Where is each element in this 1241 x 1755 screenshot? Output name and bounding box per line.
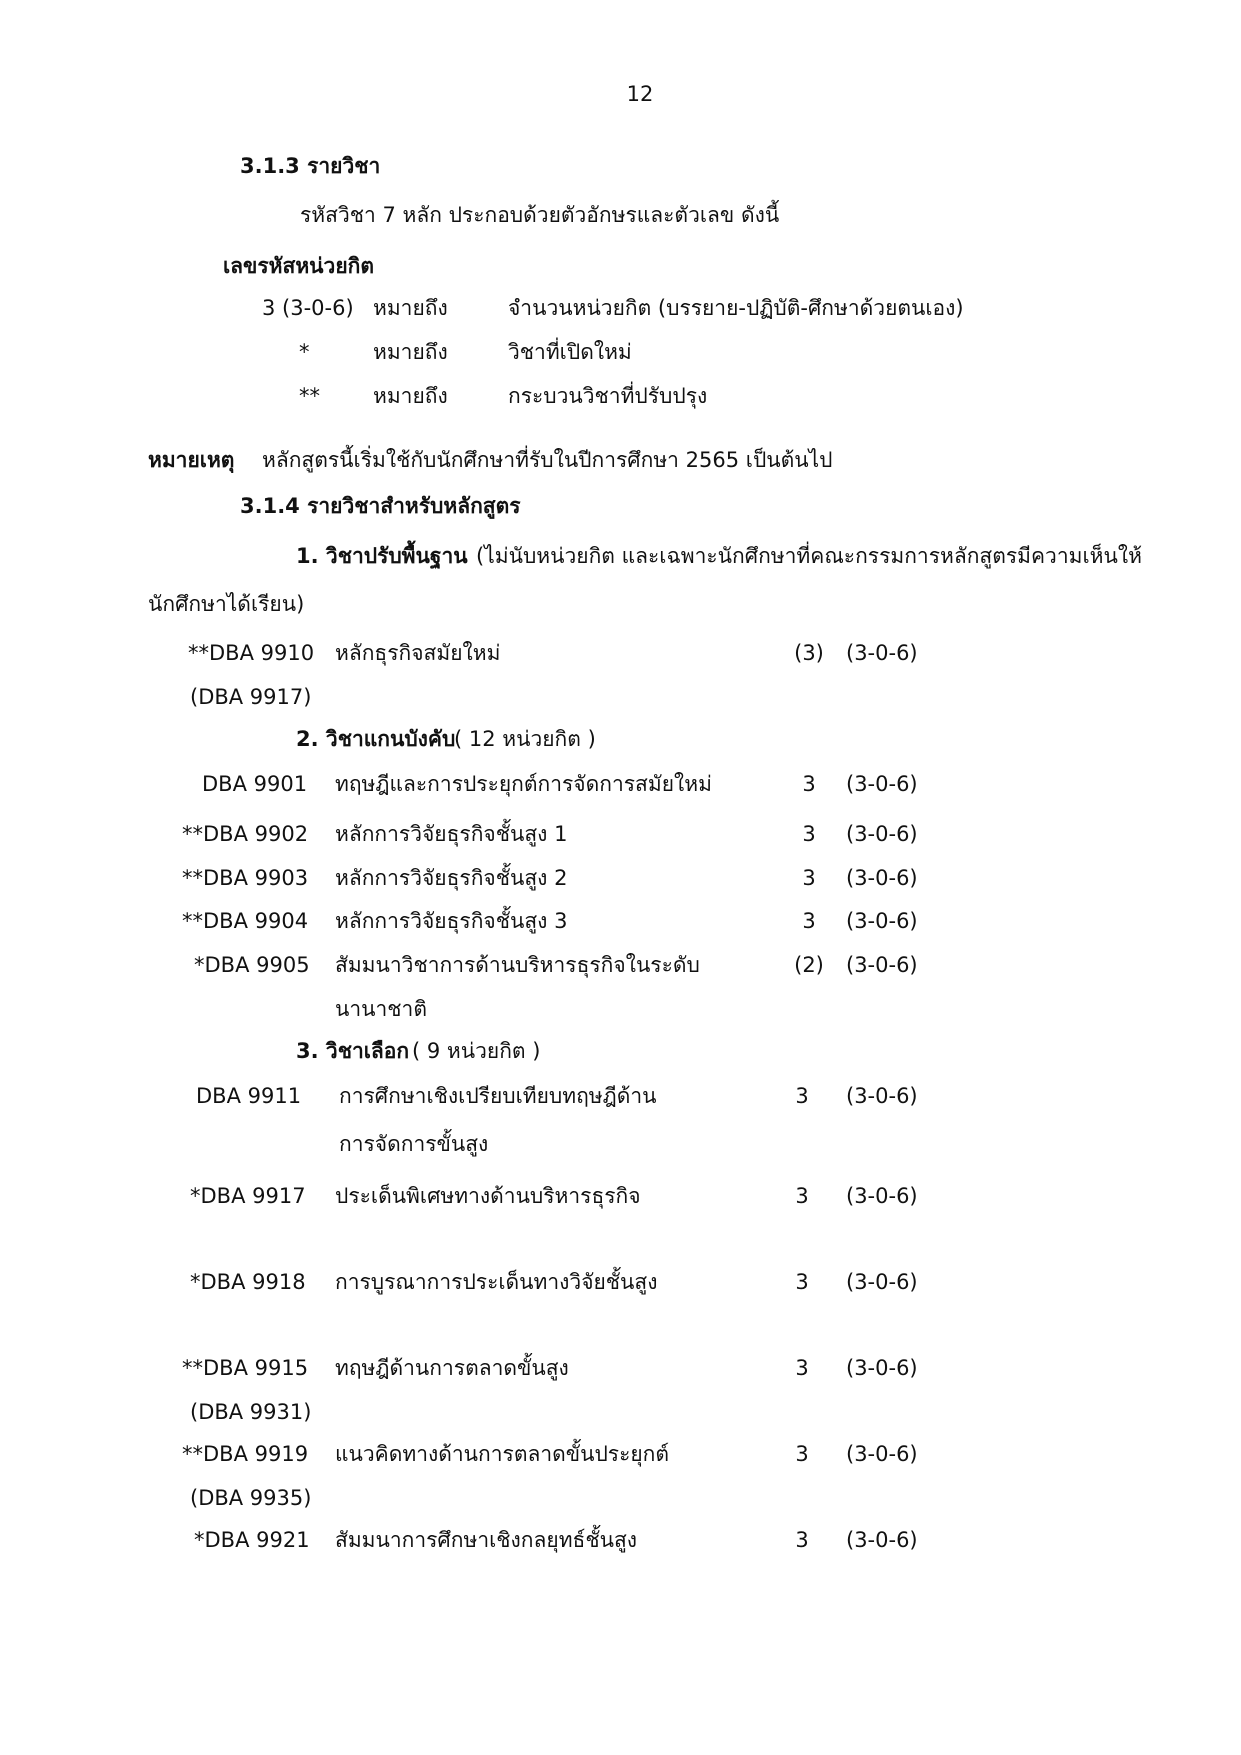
course-hours: (3-0-6) [846,1084,918,1108]
course-hours: (3-0-6) [846,1184,918,1208]
credit-code-heading: เลขรหัสหน่วยกิต [223,254,374,278]
note-text: หลักสูตรนี้เริ่มใช้กับนักศึกษาที่รับในปีการศึกษา 2565 เป็นต้นไป [262,448,833,472]
course-credit: 3 [802,772,816,796]
course-name: การศึกษาเชิงเปรียบเทียบทฤษฎีด้าน [339,1084,657,1108]
course-name: หลักการวิจัยธุรกิจชั้นสูง 1 [335,822,568,846]
course-name-cont: นานาชาติ [335,997,427,1021]
group3-title: 3. วิชาเลือก [296,1039,410,1063]
legend-means: หมายถึง [373,340,448,364]
course-hours: (3-0-6) [846,1356,918,1380]
group1-desc-cont: นักศึกษาได้เรียน) [148,592,305,616]
course-hours: (3-0-6) [846,641,918,665]
course-credit: 3 [802,909,816,933]
course-code: *DBA 9921 [194,1528,310,1552]
course-hours: (3-0-6) [846,1528,918,1552]
course-credit: 3 [795,1356,809,1380]
group2-title: 2. วิชาแกนบังคับ [296,727,456,751]
group2-credits-note: ( 12 หน่วยกิต ) [454,727,596,751]
course-name: สัมมนาการศึกษาเชิงกลยุทธ์ชั้นสูง [335,1528,638,1552]
course-code: **DBA 9903 [182,866,309,890]
section-313-intro: รหัสวิชา 7 หลัก ประกอบด้วยตัวอักษรและตัวเลข ดังนี้ [300,203,780,227]
course-name: หลักการวิจัยธุรกิจชั้นสูง 3 [335,909,568,933]
course-name: สัมมนาวิชาการด้านบริหารธุรกิจในระดับ [335,953,700,977]
course-credit: 3 [795,1528,809,1552]
course-hours: (3-0-6) [846,1270,918,1294]
course-old-code: (DBA 9935) [190,1486,312,1510]
course-name: การบูรณาการประเด็นทางวิจัยชั้นสูง [335,1270,658,1294]
course-credit: 3 [795,1442,809,1466]
course-credit: 3 [795,1270,809,1294]
course-hours: (3-0-6) [846,822,918,846]
legend-desc: จำนวนหน่วยกิต (บรรยาย-ปฏิบัติ-ศึกษาด้วยตนเอง) [508,296,964,320]
legend-code: * [299,340,310,364]
course-code: *DBA 9917 [190,1184,306,1208]
legend-desc: วิชาที่เปิดใหม่ [508,340,632,364]
course-credit: 3 [795,1084,809,1108]
section-314-heading: 3.1.4 รายวิชาสำหรับหลักสูตร [240,494,521,518]
course-credit: (3) [794,641,824,665]
legend-code: ** [299,384,320,408]
course-name: ทฤษฎีและการประยุกต์การจัดการสมัยใหม่ [335,772,712,796]
course-credit: 3 [802,822,816,846]
course-hours: (3-0-6) [846,1442,918,1466]
course-name: ประเด็นพิเศษทางด้านบริหารธุรกิจ [335,1184,641,1208]
course-old-code: (DBA 9931) [190,1400,312,1424]
course-code: DBA 9911 [196,1084,302,1108]
course-name: หลักการวิจัยธุรกิจชั้นสูง 2 [335,866,568,890]
group3-credits-note: ( 9 หน่วยกิต ) [412,1039,541,1063]
course-code: DBA 9901 [202,772,308,796]
course-code: **DBA 9904 [182,909,309,933]
course-credit: 3 [802,866,816,890]
legend-desc: กระบวนวิชาที่ปรับปรุง [508,384,708,408]
course-hours: (3-0-6) [846,772,918,796]
course-old-code: (DBA 9917) [190,685,312,709]
course-name: ทฤษฎีด้านการตลาดขั้นสูง [335,1356,569,1380]
course-name-cont: การจัดการขั้นสูง [339,1132,489,1156]
course-hours: (3-0-6) [846,953,918,977]
course-credit: 3 [795,1184,809,1208]
legend-means: หมายถึง [373,384,448,408]
course-hours: (3-0-6) [846,866,918,890]
page-number: 12 [626,82,654,106]
group1-desc: (ไม่นับหน่วยกิต และเฉพาะนักศึกษาที่คณะกรรมการหลักสูตรมีความเห็นให้ [476,544,1142,568]
course-credit: (2) [794,953,824,977]
course-code: **DBA 9919 [182,1442,309,1466]
group1-title: 1. วิชาปรับพื้นฐาน [296,544,468,568]
course-code: **DBA 9915 [182,1356,309,1380]
legend-means: หมายถึง [373,296,448,320]
note-label: หมายเหตุ [148,448,235,472]
course-code: *DBA 9905 [194,953,310,977]
section-313-heading: 3.1.3 รายวิชา [240,154,381,178]
course-code: *DBA 9918 [190,1270,306,1294]
course-hours: (3-0-6) [846,909,918,933]
course-code: **DBA 9910 [188,641,315,665]
course-name: หลักธุรกิจสมัยใหม่ [335,641,501,665]
course-code: **DBA 9902 [182,822,309,846]
course-name: แนวคิดทางด้านการตลาดขั้นประยุกต์ [335,1442,670,1466]
legend-code: 3 (3-0-6) [262,296,354,320]
